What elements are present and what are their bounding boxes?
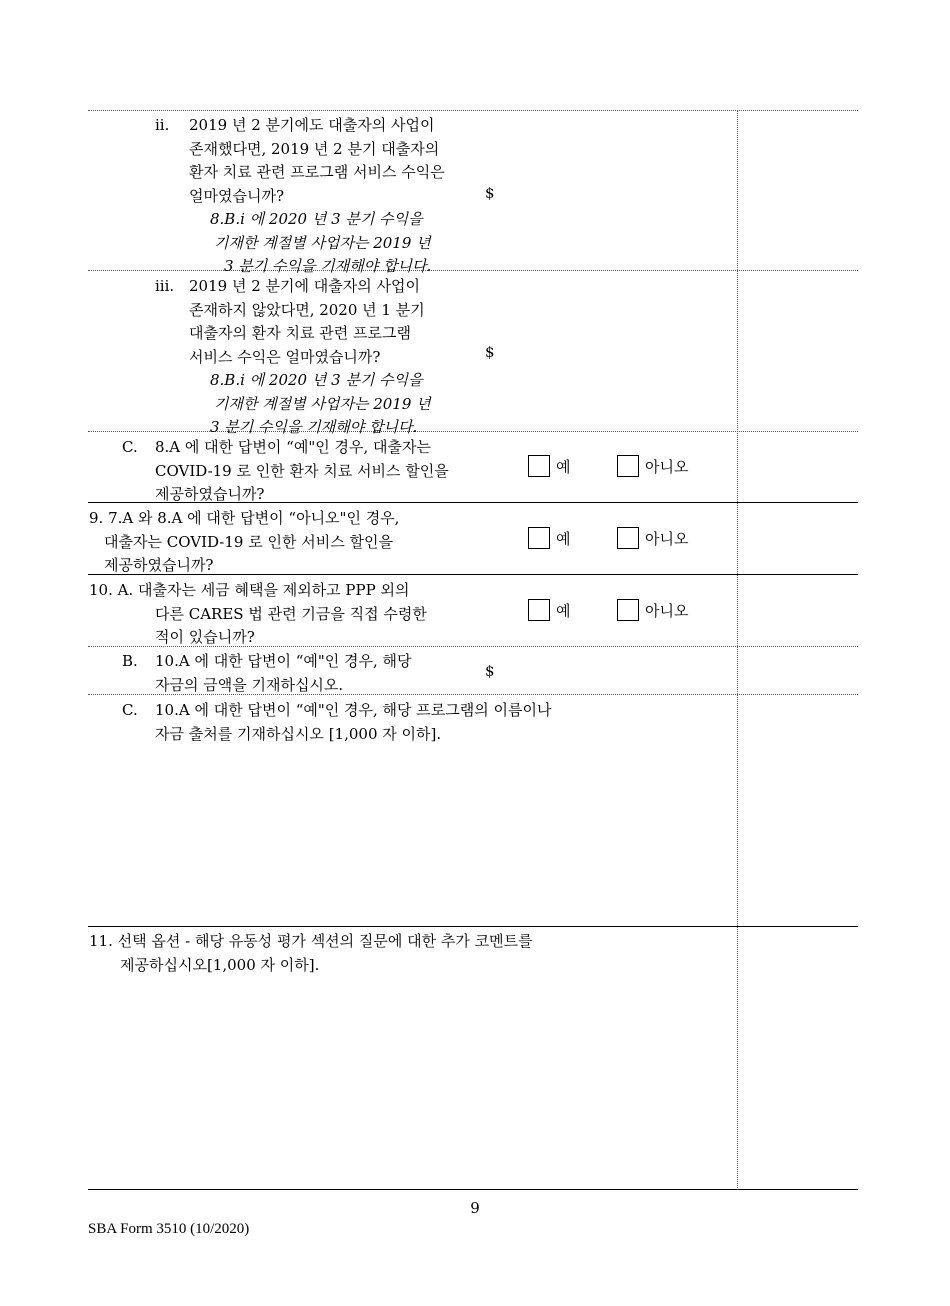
no-label: 아니오 [645, 601, 689, 620]
q8b-ii-amount-field[interactable]: $ [485, 184, 495, 202]
yes-label: 예 [556, 529, 571, 548]
yes-label: 예 [556, 457, 571, 476]
q11-answer-area[interactable] [88, 985, 736, 1185]
q8b-ii-note: 8.B.i 에 2020 년 3 분기 수익을 기재한 계절별 사업자는 2019 년 3 분기 수익을 기재해야 합니다. [210, 210, 432, 275]
no-label: 아니오 [645, 529, 689, 548]
q9-yes-checkbox[interactable] [528, 527, 571, 549]
table-bottom-rule [88, 1189, 858, 1190]
q10c-text: 10.A 에 대한 답변이 “예"인 경우, 해당 프로그램의 이름이나 자금 출처를 기재하십시오 [1,000 자 이하]. [155, 701, 552, 743]
no-label: 아니오 [645, 457, 689, 476]
row-divider [88, 431, 858, 432]
q10c-answer-area[interactable] [88, 750, 736, 920]
q10a-no-checkbox[interactable] [617, 599, 688, 621]
column-divider [737, 110, 738, 1190]
q10b-amount-field[interactable]: $ [485, 662, 495, 680]
q8c-letter: C. [122, 438, 138, 456]
q10b-letter: B. [122, 652, 138, 670]
q8b-ii-text: 2019 년 2 분기에도 대출자의 사업이 존재했다면, 2019 년 2 분기 대출자의 환자 치료 관련 프로그램 서비스 수익은 얼마였습니까? [189, 116, 445, 205]
page-number: 9 [470, 1199, 480, 1217]
row-divider [88, 270, 858, 271]
checkbox-square[interactable] [528, 527, 550, 549]
checkbox-square[interactable] [617, 599, 639, 621]
q8c-yes-checkbox[interactable] [528, 455, 571, 477]
q8b-iii-text: 2019 년 2 분기에 대출자의 사업이 존재하지 않았다면, 2020 년 1 분기 대출자의 환자 치료 관련 프로그램 서비스 수익은 얼마였습니까? [189, 277, 425, 366]
q10a-yes-checkbox[interactable] [528, 599, 571, 621]
yes-label: 예 [556, 601, 571, 620]
form-identifier: SBA Form 3510 (10/2020) [88, 1221, 250, 1237]
q10a-text: 10. A. 대출자는 세금 혜택을 제외하고 PPP 외의 다른 CARES 법 관련 기금을 직접 수령한 적이 있습니까? [89, 581, 427, 646]
q8b-iii-note: 8.B.i 에 2020 년 3 분기 수익을 기재한 계절별 사업자는 2019 년 3 분기 수익을 기재해야 합니다. [210, 371, 431, 436]
checkbox-square[interactable] [528, 599, 550, 621]
row-divider [88, 110, 858, 111]
q9-no-checkbox[interactable] [617, 527, 688, 549]
q9-text: 9. 7.A 와 8.A 에 대한 답변이 “아니오"인 경우, 대출자는 COVID-19 로 인한 서비스 할인을 제공하였습니까? [89, 509, 400, 574]
q11-text: 11. 선택 옵션 - 해당 유동성 평가 섹션의 질문에 대한 추가 코멘트를 제공하십시오[1,000 자 이하]. [89, 932, 533, 974]
q8b-ii-number: ii. [155, 116, 170, 134]
q10b-text: 10.A 에 대한 답변이 “예"인 경우, 해당 자금의 금액을 기재하십시오. [155, 652, 412, 694]
q8b-iii-number: iii. [155, 277, 175, 295]
checkbox-square[interactable] [617, 527, 639, 549]
q8c-no-checkbox[interactable] [617, 455, 688, 477]
q10c-letter: C. [122, 701, 138, 719]
q8c-text: 8.A 에 대한 답변이 “예"인 경우, 대출자는 COVID-19 로 인한 환자 치료 서비스 할인을 제공하였습니까? [155, 438, 449, 503]
row-divider [88, 926, 858, 927]
q8b-iii-amount-field[interactable]: $ [485, 343, 495, 361]
checkbox-square[interactable] [617, 455, 639, 477]
checkbox-square[interactable] [528, 455, 550, 477]
